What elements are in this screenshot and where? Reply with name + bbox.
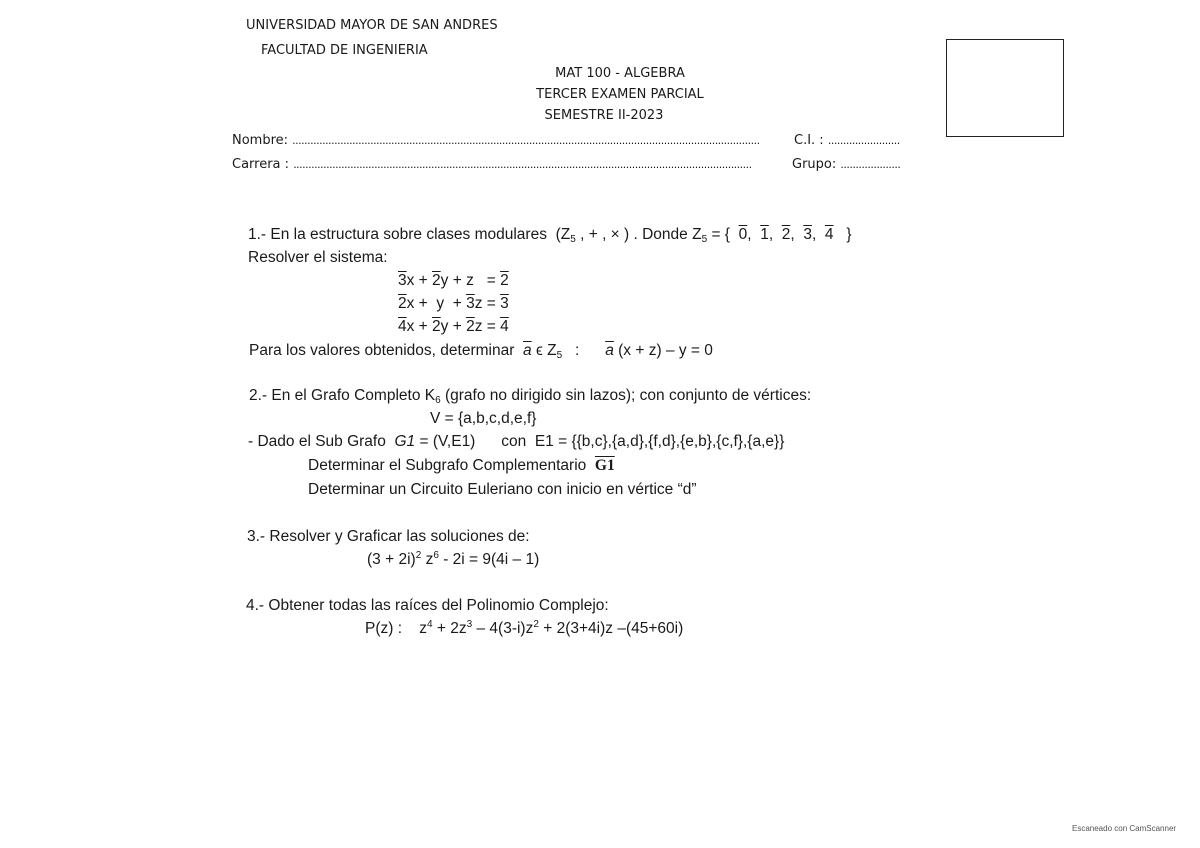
g1-complement: G1 (594, 457, 615, 474)
q4-polynomial: P(z) : $z^4 + 2z^3 - 4(3-i)z^2 + 2(3+4i)z$ –(45+60i) (365, 619, 684, 637)
photo-box (946, 39, 1064, 137)
q1-solve: Resolver el sistema: (248, 249, 388, 266)
scanner-watermark: Escaneado con CamScanner (1072, 824, 1177, 833)
group-dots: .................... (840, 158, 901, 171)
q2-task-euler: Determinar un Circuito Euleriano con inicio en vértice “d” (308, 481, 697, 498)
ci-label: C.I. : (794, 133, 824, 148)
name-label: Nombre: (232, 133, 289, 148)
exam-title: TERCER EXAMEN PARCIAL (536, 87, 704, 102)
group-label: Grupo: (792, 157, 837, 172)
semester-title: SEMESTRE II-2023 (544, 108, 664, 123)
career-label: Carrera : (232, 157, 290, 172)
class-1: 1 (760, 226, 769, 243)
class-2: 2 (781, 226, 791, 243)
class-3: 3 (803, 226, 812, 243)
q1-equation-3: 4x + 2y + 2z = 4 (398, 318, 509, 335)
group-field[interactable] (792, 157, 914, 172)
university-name: UNIVERSIDAD MAYOR DE SAN ANDRES (246, 18, 498, 33)
course-title: MAT 100 - ALGEBRA (555, 66, 685, 81)
q1-equation-1: 3x + 2y + z = 2 (398, 272, 509, 289)
q3-intro: 3.- Resolver y Graficar las soluciones de: (247, 528, 530, 545)
q2-given: - Dado el Sub Grafo G1 = (V,E1) con E1 = {{b,c},{a,d},{f,d},{e,b},{c,f},{a,e}} (248, 433, 785, 450)
q4-intro: 4.- Obtener todas las raíces del Polinomio Complejo: (246, 597, 609, 614)
class-0: 0 (738, 226, 748, 243)
q1-intro: 1.- En la estructura sobre clases modulares ($Z_5$ , + , × ) . Donde $Z_5$ = { 0, 1, 2, 3, 4 } (248, 226, 852, 245)
career-field[interactable] (232, 157, 788, 172)
q1-determine: Para los valores obtenidos, determinar $\overline{a}$ ϵ $Z_5$ : $\overline{a}$ (x + z) – y = 0 (249, 342, 713, 361)
q2-intro: 2.- En el Grafo Completo $K_6$ (grafo no dirigido sin lazos); con conjunto de vértices: (249, 387, 812, 406)
q2-task-complement: Determinar el Subgrafo Complementario G1 (308, 457, 615, 474)
career-dots: ......................................................................................................................................................... (293, 158, 752, 171)
faculty-name: FACULTAD DE INGENIERIA (261, 43, 428, 58)
class-4: 4 (824, 226, 834, 243)
name-field[interactable] (232, 133, 792, 148)
ci-dots: ........................ (827, 134, 900, 147)
ci-field[interactable] (794, 133, 920, 148)
q1-equation-2: 2x + y + 3z = 3 (398, 295, 509, 312)
name-dots: ............................................................................................................................................................ (292, 134, 760, 147)
q3-equation: $(3 + 2i)^2$ $z^6 - 2i = 9(4i - 1)$ (367, 550, 540, 568)
q2-vertices: V = {a,b,c,d,e,f} (430, 410, 537, 427)
